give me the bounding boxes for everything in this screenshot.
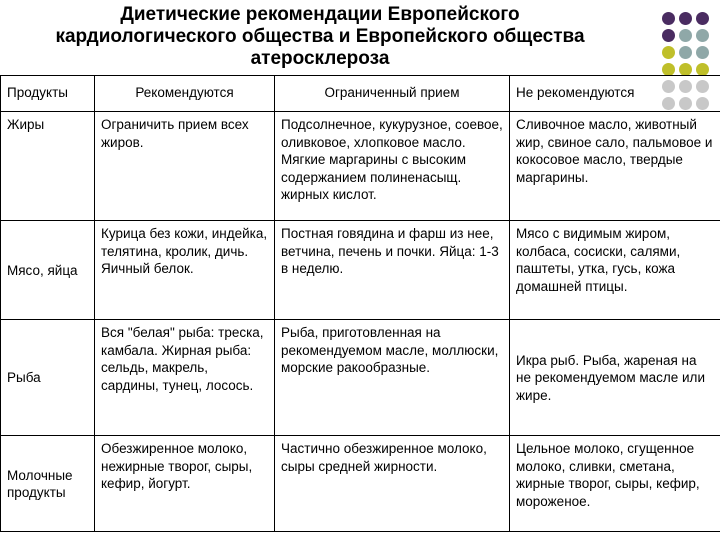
table-header-row <box>1 76 720 112</box>
recommended-cell: Вся "белая" рыба: треска, камбала. Жирная рыба: сельдь, макрель, сардины, тунец, лосось. <box>95 320 275 436</box>
not-recommended-cell: Сливочное масло, животный жир, свиное сало, пальмовое и кокосовое масло, твердые маргарины. <box>510 112 720 221</box>
limited-cell: Постная говядина и фарш из нее, ветчина, печень и почки. Яйца: 1-3 в неделю. <box>275 221 510 320</box>
decorative-dot <box>628 12 641 25</box>
decorative-dot <box>645 46 658 59</box>
recommended-cell: Курица без кожи, индейка, телятина, кролик, дичь. Яичный белок. <box>95 221 275 320</box>
decorative-dot <box>628 29 641 42</box>
decorative-dot <box>696 12 709 25</box>
decorative-dot <box>662 12 675 25</box>
category-cell: Жиры <box>1 112 95 221</box>
table-row <box>1 112 720 221</box>
decorative-dot <box>628 46 641 59</box>
diet-recommendations-table <box>0 75 720 532</box>
decorative-dot <box>679 12 692 25</box>
decorative-dot <box>662 29 675 42</box>
decorative-dot <box>645 12 658 25</box>
header-recommended: Рекомендуются <box>95 76 275 112</box>
not-recommended-cell: Мясо с видимым жиром, колбаса, сосиски, салями, паштеты, утка, гусь, кожа домашней птицы. <box>510 221 720 320</box>
table-row <box>1 320 720 436</box>
decorative-dot <box>645 29 658 42</box>
header-limited: Ограниченный прием <box>275 76 510 112</box>
category-cell: Рыба <box>1 320 95 436</box>
limited-cell: Рыба, приготовленная на рекомендуемом масле, моллюски, морские ракообразные. <box>275 320 510 436</box>
decorative-dot <box>696 29 709 42</box>
table-row <box>1 221 720 320</box>
decorative-dot <box>662 46 675 59</box>
header-products: Продукты <box>1 76 95 112</box>
page-title: Диетические рекомендации Европейского кардиологического общества и Европейского общества атеросклероза <box>55 4 585 69</box>
recommended-cell: Обезжиренное молоко, нежирные творог, сыры, кефир, йогурт. <box>95 436 275 532</box>
decorative-dot <box>679 29 692 42</box>
limited-cell: Частично обезжиренное молоко, сыры средней жирности. <box>275 436 510 532</box>
limited-cell: Подсолнечное, кукурузное, соевое, оливковое, хлопковое масло. Мягкие маргарины с высоким содержанием полиненасыщ. жирных кислот. <box>275 112 510 221</box>
category-cell: Мясо, яйца <box>1 221 95 320</box>
category-cell: Молочные продукты <box>1 436 95 532</box>
decorative-dot <box>679 46 692 59</box>
recommended-cell: Ограничить прием всех жиров. <box>95 112 275 221</box>
not-recommended-cell: Цельное молоко, сгущенное молоко, сливки, сметана, жирные творог, сыры, кефир, мороженое. <box>510 436 720 532</box>
decorative-dot <box>696 46 709 59</box>
not-recommended-cell: Икра рыб. Рыба, жареная на не рекомендуемом масле или жире. <box>510 320 720 436</box>
table-row <box>1 436 720 532</box>
header-not-recommended: Не рекомендуются <box>510 76 720 112</box>
